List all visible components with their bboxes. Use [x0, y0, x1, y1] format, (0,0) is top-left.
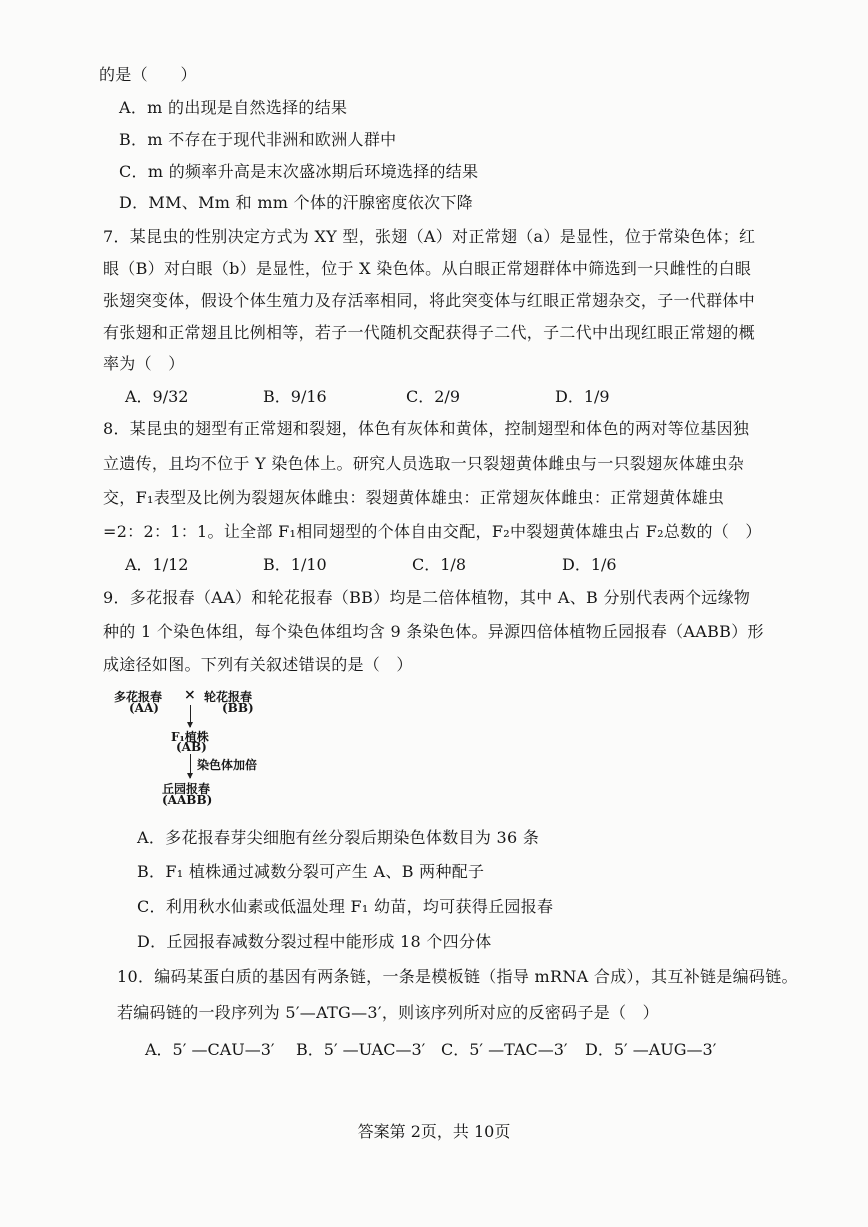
question-7-line: 率为（ ）	[103, 354, 185, 373]
parent2-genome: (BB)	[222, 701, 254, 715]
q7-option-a: A．9/32	[125, 387, 189, 406]
question-8-line: 8．某昆虫的翅型有正常翅和裂翅，体色有灰体和黄体，控制翅型和体色的两对等位基因独	[103, 419, 750, 438]
arrow-down	[190, 754, 191, 778]
question-7-line: 眼（B）对白眼（b）是显性，位于 X 染色体。从白眼正常翅群体中筛选到一只雌性的白眼	[103, 259, 752, 278]
question-9-line: 种的 1 个染色体组，每个染色体组均含 9 条染色体。异源四倍体植物丘园报春（AABB）形	[103, 622, 764, 641]
q7-option-b: B．9/16	[263, 387, 327, 406]
parent1-label: 多花报春	[114, 690, 163, 704]
parent2-label: 轮花报春	[204, 690, 253, 704]
treatment-label: 染色体加倍	[197, 758, 258, 772]
cross-symbol: ×	[184, 687, 196, 703]
parent1-genome: (AA)	[129, 701, 159, 715]
arrow-down	[190, 705, 191, 727]
breeding-diagram	[112, 688, 312, 810]
page-footer: 答案第 2页，共 10页	[357, 1122, 511, 1141]
q7-option-c: C．2/9	[406, 387, 460, 406]
q8-option-b: B．1/10	[263, 555, 327, 574]
question-7-line: 张翅突变体，假设个体生殖力及存活率相同，将此突变体与红眼正常翅杂交，子一代群体中	[103, 291, 756, 310]
product-genome: (AABB)	[162, 793, 213, 807]
q8-option-c: C．1/8	[412, 555, 466, 574]
q8-option-d: D．1/6	[562, 555, 617, 574]
f1-label: F₁植株	[171, 730, 209, 744]
text-line: 的是（ ）	[99, 65, 197, 84]
q10-option-a: A．5′ —CAU—3′	[145, 1040, 275, 1059]
question-10-line: 若编码链的一段序列为 5′—ATG—3′，则该序列所对应的反密码子是（ ）	[117, 1003, 659, 1022]
question-7-line: 有张翅和正常翅且比例相等，若子一代随机交配获得子二代，子二代中出现红眼正常翅的概	[103, 323, 756, 342]
q10-option-d: D．5′ —AUG—3′	[585, 1040, 717, 1059]
question-9-line: 成途径如图。下列有关叙述错误的是（ ）	[103, 655, 413, 674]
q9-option-d: D．丘园报春减数分裂过程中能形成 18 个四分体	[137, 932, 492, 951]
question-9-line: 9．多花报春（AA）和轮花报春（BB）均是二倍体植物，其中 A、B 分别代表两个远缘物	[103, 588, 751, 607]
q7-option-d: D．1/9	[555, 387, 610, 406]
option-d: D．MM、Mm 和 mm 个体的汗腺密度依次下降	[119, 193, 473, 212]
question-7-line: 7．某昆虫的性别决定方式为 XY 型，张翅（A）对正常翅（a）是显性，位于常染色体；红	[103, 227, 756, 246]
q10-option-c: C．5′ —TAC—3′	[441, 1040, 568, 1059]
product-label: 丘园报春	[162, 782, 211, 796]
option-c: C．m 的频率升高是末次盛冰期后环境选择的结果	[119, 162, 479, 181]
q8-option-a: A．1/12	[125, 555, 189, 574]
question-10-line: 10．编码某蛋白质的基因有两条链，一条是模板链（指导 mRNA 合成），其互补链是编码链。	[117, 967, 798, 986]
option-a: A．m 的出现是自然选择的结果	[119, 98, 348, 117]
question-8-line: =2：2：1：1。让全部 F₁相同翅型的个体自由交配，F₂中裂翅黄体雄虫占 F₂总数的（ ）	[103, 522, 762, 541]
q9-option-b: B．F₁ 植株通过减数分裂可产生 A、B 两种配子	[137, 862, 485, 881]
question-8-line: 交，F₁表型及比例为裂翅灰体雌虫：裂翅黄体雄虫：正常翅灰体雌虫：正常翅黄体雄虫	[103, 488, 725, 507]
f1-genome: (AB)	[176, 740, 207, 754]
question-8-line: 立遗传，且均不位于 Y 染色体上。研究人员选取一只裂翅黄体雌虫与一只裂翅灰体雄虫杂	[103, 454, 745, 473]
q9-option-a: A．多花报春芽尖细胞有丝分裂后期染色体数目为 36 条	[137, 828, 540, 847]
q9-option-c: C．利用秋水仙素或低温处理 F₁ 幼苗，均可获得丘园报春	[137, 897, 554, 916]
q10-option-b: B．5′ —UAC—3′	[296, 1040, 426, 1059]
option-b: B．m 不存在于现代非洲和欧洲人群中	[119, 130, 397, 149]
